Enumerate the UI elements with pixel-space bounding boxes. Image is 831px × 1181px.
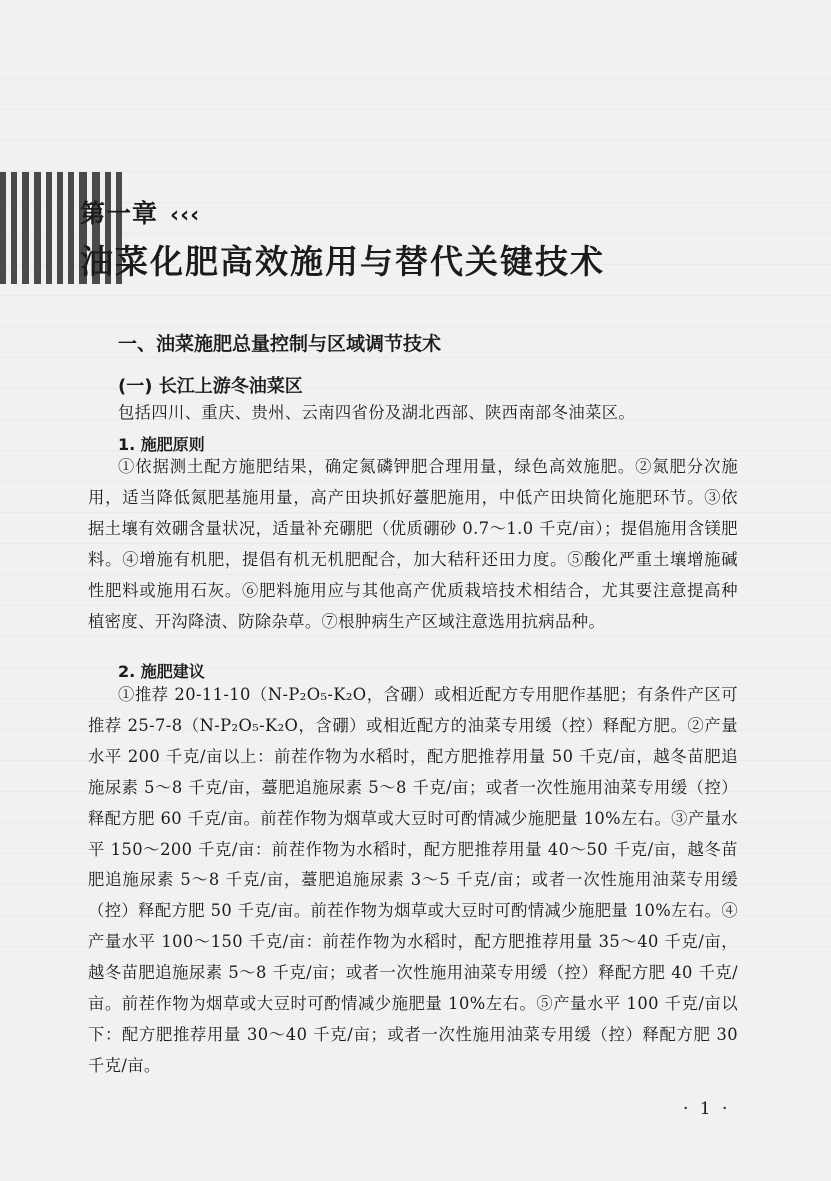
chevron-decoration-icon: ‹‹‹ bbox=[170, 203, 201, 228]
chapter-number: 第一章 bbox=[80, 199, 159, 228]
chapter-label bbox=[80, 194, 200, 230]
section-heading: 一、油菜施肥总量控制与区域调节技术 bbox=[118, 333, 442, 355]
chapter-title: 油菜化肥高效施用与替代关键技术 bbox=[80, 242, 605, 281]
intro-paragraph: 包括四川、重庆、贵州、云南四省份及湖北西部、陕西南部冬油菜区。 bbox=[118, 403, 636, 422]
recommendations-paragraph: ①推荐 20-11-10（N-P₂O₅-K₂O，含硼）或相近配方专用肥作基肥；有条件产区可推荐 25-7-8（N-P₂O₅-K₂O，含硼）或相近配方的油菜专用缓（控）释配方肥。②产量水平 200 千克/亩以上：前茬作物为水稻时，配方肥推荐用量 50 千克/亩，越冬苗肥追施尿素 5～8 千克/亩，薹肥追施尿素 5～8 千克/亩；或者一次性施用油菜专用缓（控）释配方肥 60 千克/亩。前茬作物为烟草或大豆时可酌情减少施肥量 10%左右。③产量水平 150～200 千克/亩：前茬作物为水稻时，配方肥推荐用量 40～50 千克/亩，越冬苗肥追施尿素 5～8 千克/亩，薹肥追施尿素 3～5 千克/亩；或者一次性施用油菜专用缓（控）释配方肥 50 千克/亩。前茬作物为烟草或大豆时可酌情减少施肥量 10%左右。④产量水平 100～150 千克/亩：前茬作物为水稻时，配方肥推荐用量 35～40 千克/亩，越冬苗肥追施尿素 5～8 千克/亩；或者一次性施用油菜专用缓（控）释配方肥 40 千克/亩。前茬作物为烟草或大豆时可酌情减少施肥量 10%左右。⑤产量水平 100 千克/亩以下：配方肥推荐用量 30～40 千克/亩；或者一次性施用油菜专用缓（控）释配方肥 30 千克/亩。 bbox=[88, 685, 738, 1075]
principles-label: 1. 施肥原则 bbox=[118, 435, 205, 454]
subsection-heading: (一) 长江上游冬油菜区 bbox=[118, 376, 303, 397]
page-number: · 1 · bbox=[683, 1099, 731, 1119]
principles-paragraph: ①依据测土配方施肥结果，确定氮磷钾肥合理用量，绿色高效施肥。②氮肥分次施用，适当降低氮肥基施用量，高产田块抓好薹肥施用，中低产田块简化施肥环节。③依据土壤有效硼含量状况，适量补充硼肥（优质硼砂 0.7～1.0 千克/亩）；提倡施用含镁肥料。④增施有机肥，提倡有机无机肥配合，加大秸秆还田力度。⑤酸化严重土壤增施碱性肥料或施用石灰。⑥肥料施用应与其他高产优质栽培技术相结合，尤其要注意提高种植密度、开沟降渍、防除杂草。⑦根肿病生产区域注意选用抗病品种。 bbox=[88, 457, 738, 631]
recommendations-label: 2. 施肥建议 bbox=[118, 662, 205, 681]
